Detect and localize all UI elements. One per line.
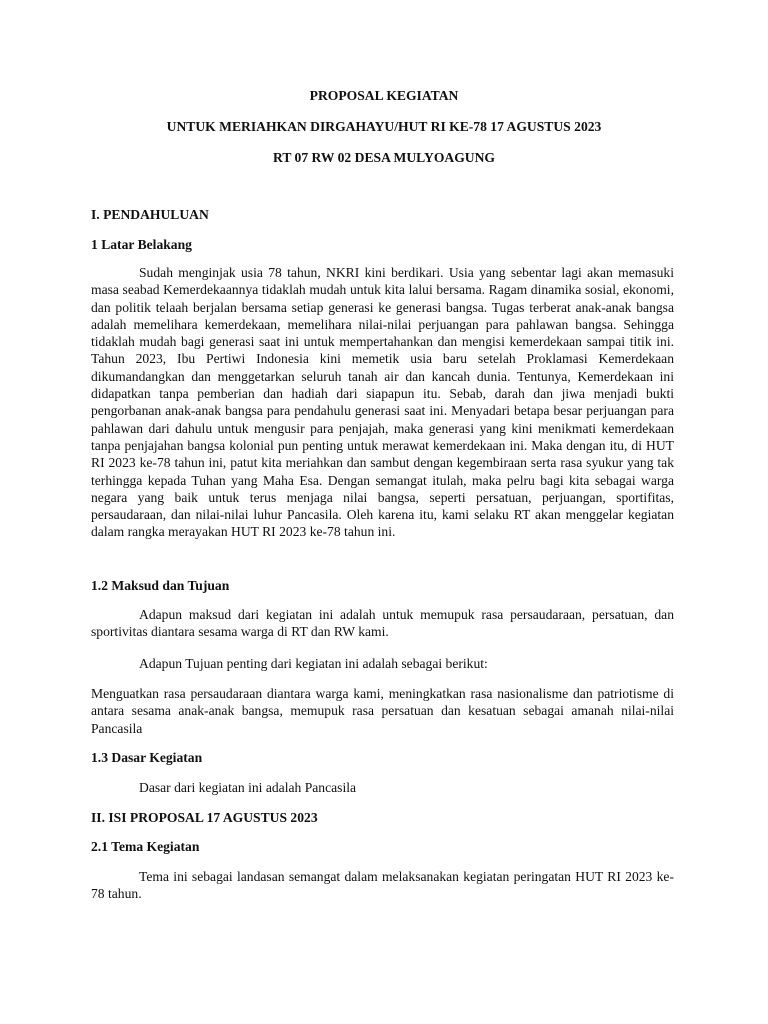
subsection-heading-latar-belakang: 1 Latar Belakang xyxy=(91,237,192,252)
document-title: PROPOSAL KEGIATAN xyxy=(309,88,459,103)
paragraph-tema-kegiatan: Tema ini sebagai landasan semangat dalam melaksanakan kegiatan peringatan HUT RI 2023 ke-78 tahun. xyxy=(91,869,674,902)
paragraph-dasar-kegiatan: Dasar dari kegiatan ini adalah Pancasila xyxy=(139,780,357,795)
paragraph-maksud: Adapun maksud dari kegiatan ini adalah untuk memupuk rasa persaudaraan, persatuan, dan sportivitas diantara sesama warga di RT dan RW kami. xyxy=(91,607,674,640)
paragraph-tujuan: Menguatkan rasa persaudaraan diantara warga kami, meningkatkan rasa nasionalisme dan patriotisme di antara sesama anak-anak bangsa, memupuk rasa persatuan dan kesatuan sebagai amanah nilai-nilai Pancasila xyxy=(91,686,674,736)
subsection-heading-maksud-tujuan: 1.2 Maksud dan Tujuan xyxy=(91,578,230,593)
paragraph-latar-belakang: Sudah menginjak usia 78 tahun, NKRI kini berdikari. Usia yang sebentar lagi akan memasuki masa seabad Kemerdekaannya tidaklah mudah untuk kita lalui bersama. Ragam dinamika sosial, ekonomi, dan politik telaah berjalan bersama setiap generasi ke generasi bangsa. Tugas terberat anak-anak bangsa adalah memelihara kemerdekaan, memelihara nilai-nilai perjuangan para pahlawan bangsa. Sehingga tidaklah mudah bagi generasi saat ini untuk mempertahankan dan mengisi kemerdekaan sampai titik ini. Tahun 2023, Ibu Pertiwi Indonesia kini memetik usia baru setelah Proklamasi Kemerdekaan dikumandangkan dan menggetarkan seluruh tanah air dan kancah dunia. Tentunya, Kemerdekaan ini didapatkan tanpa pemberian dan hadiah dari siapapun itu. Sebab, darah dan jiwa menjadi bukti pengorbanan anak-anak bangsa para pendahulu generasi saat ini. Menyadari betapa besar perjuangan para pahlawan dari dahulu untuk mengusir para penjajah, maka generasi yang kini menikmati kemerdekaan tanpa penjajahan bangsa kolonial pun penting untuk merawat kemerdekaan ini. Maka dengan itu, di HUT RI 2023 ke-78 tahun ini, patut kita meriahkan dan sambut dengan kegembiraan serta rasa syukur yang tak terhingga kepada Tuhan yang Maha Esa. Dengan semangat itulah, maka pelru bagi kita sebagai warga negara yang baik untuk terus menjaga nilai bangsa, seperti persatuan, perjuangan, sportifitas, persaudaraan, dan nilai-nilai luhur Pancasila. Oleh karena itu, kami selaku RT akan menggelar kegiatan dalam rangka merayakan HUT RI 2023 ke-78 tahun ini. xyxy=(91,265,674,540)
section-heading-isi-proposal: II. ISI PROPOSAL 17 AGUSTUS 2023 xyxy=(91,810,318,825)
document-location: RT 07 RW 02 DESA MULYOAGUNG xyxy=(273,150,495,165)
section-heading-pendahuluan: I. PENDAHULUAN xyxy=(91,207,209,222)
document-subtitle: UNTUK MERIAHKAN DIRGAHAYU/HUT RI KE-78 17 AGUSTUS 2023 xyxy=(166,119,602,134)
subsection-heading-tema-kegiatan: 2.1 Tema Kegiatan xyxy=(91,839,200,854)
subsection-heading-dasar-kegiatan: 1.3 Dasar Kegiatan xyxy=(91,750,203,765)
paragraph-tujuan-intro: Adapun Tujuan penting dari kegiatan ini adalah sebagai berikut: xyxy=(139,656,488,671)
